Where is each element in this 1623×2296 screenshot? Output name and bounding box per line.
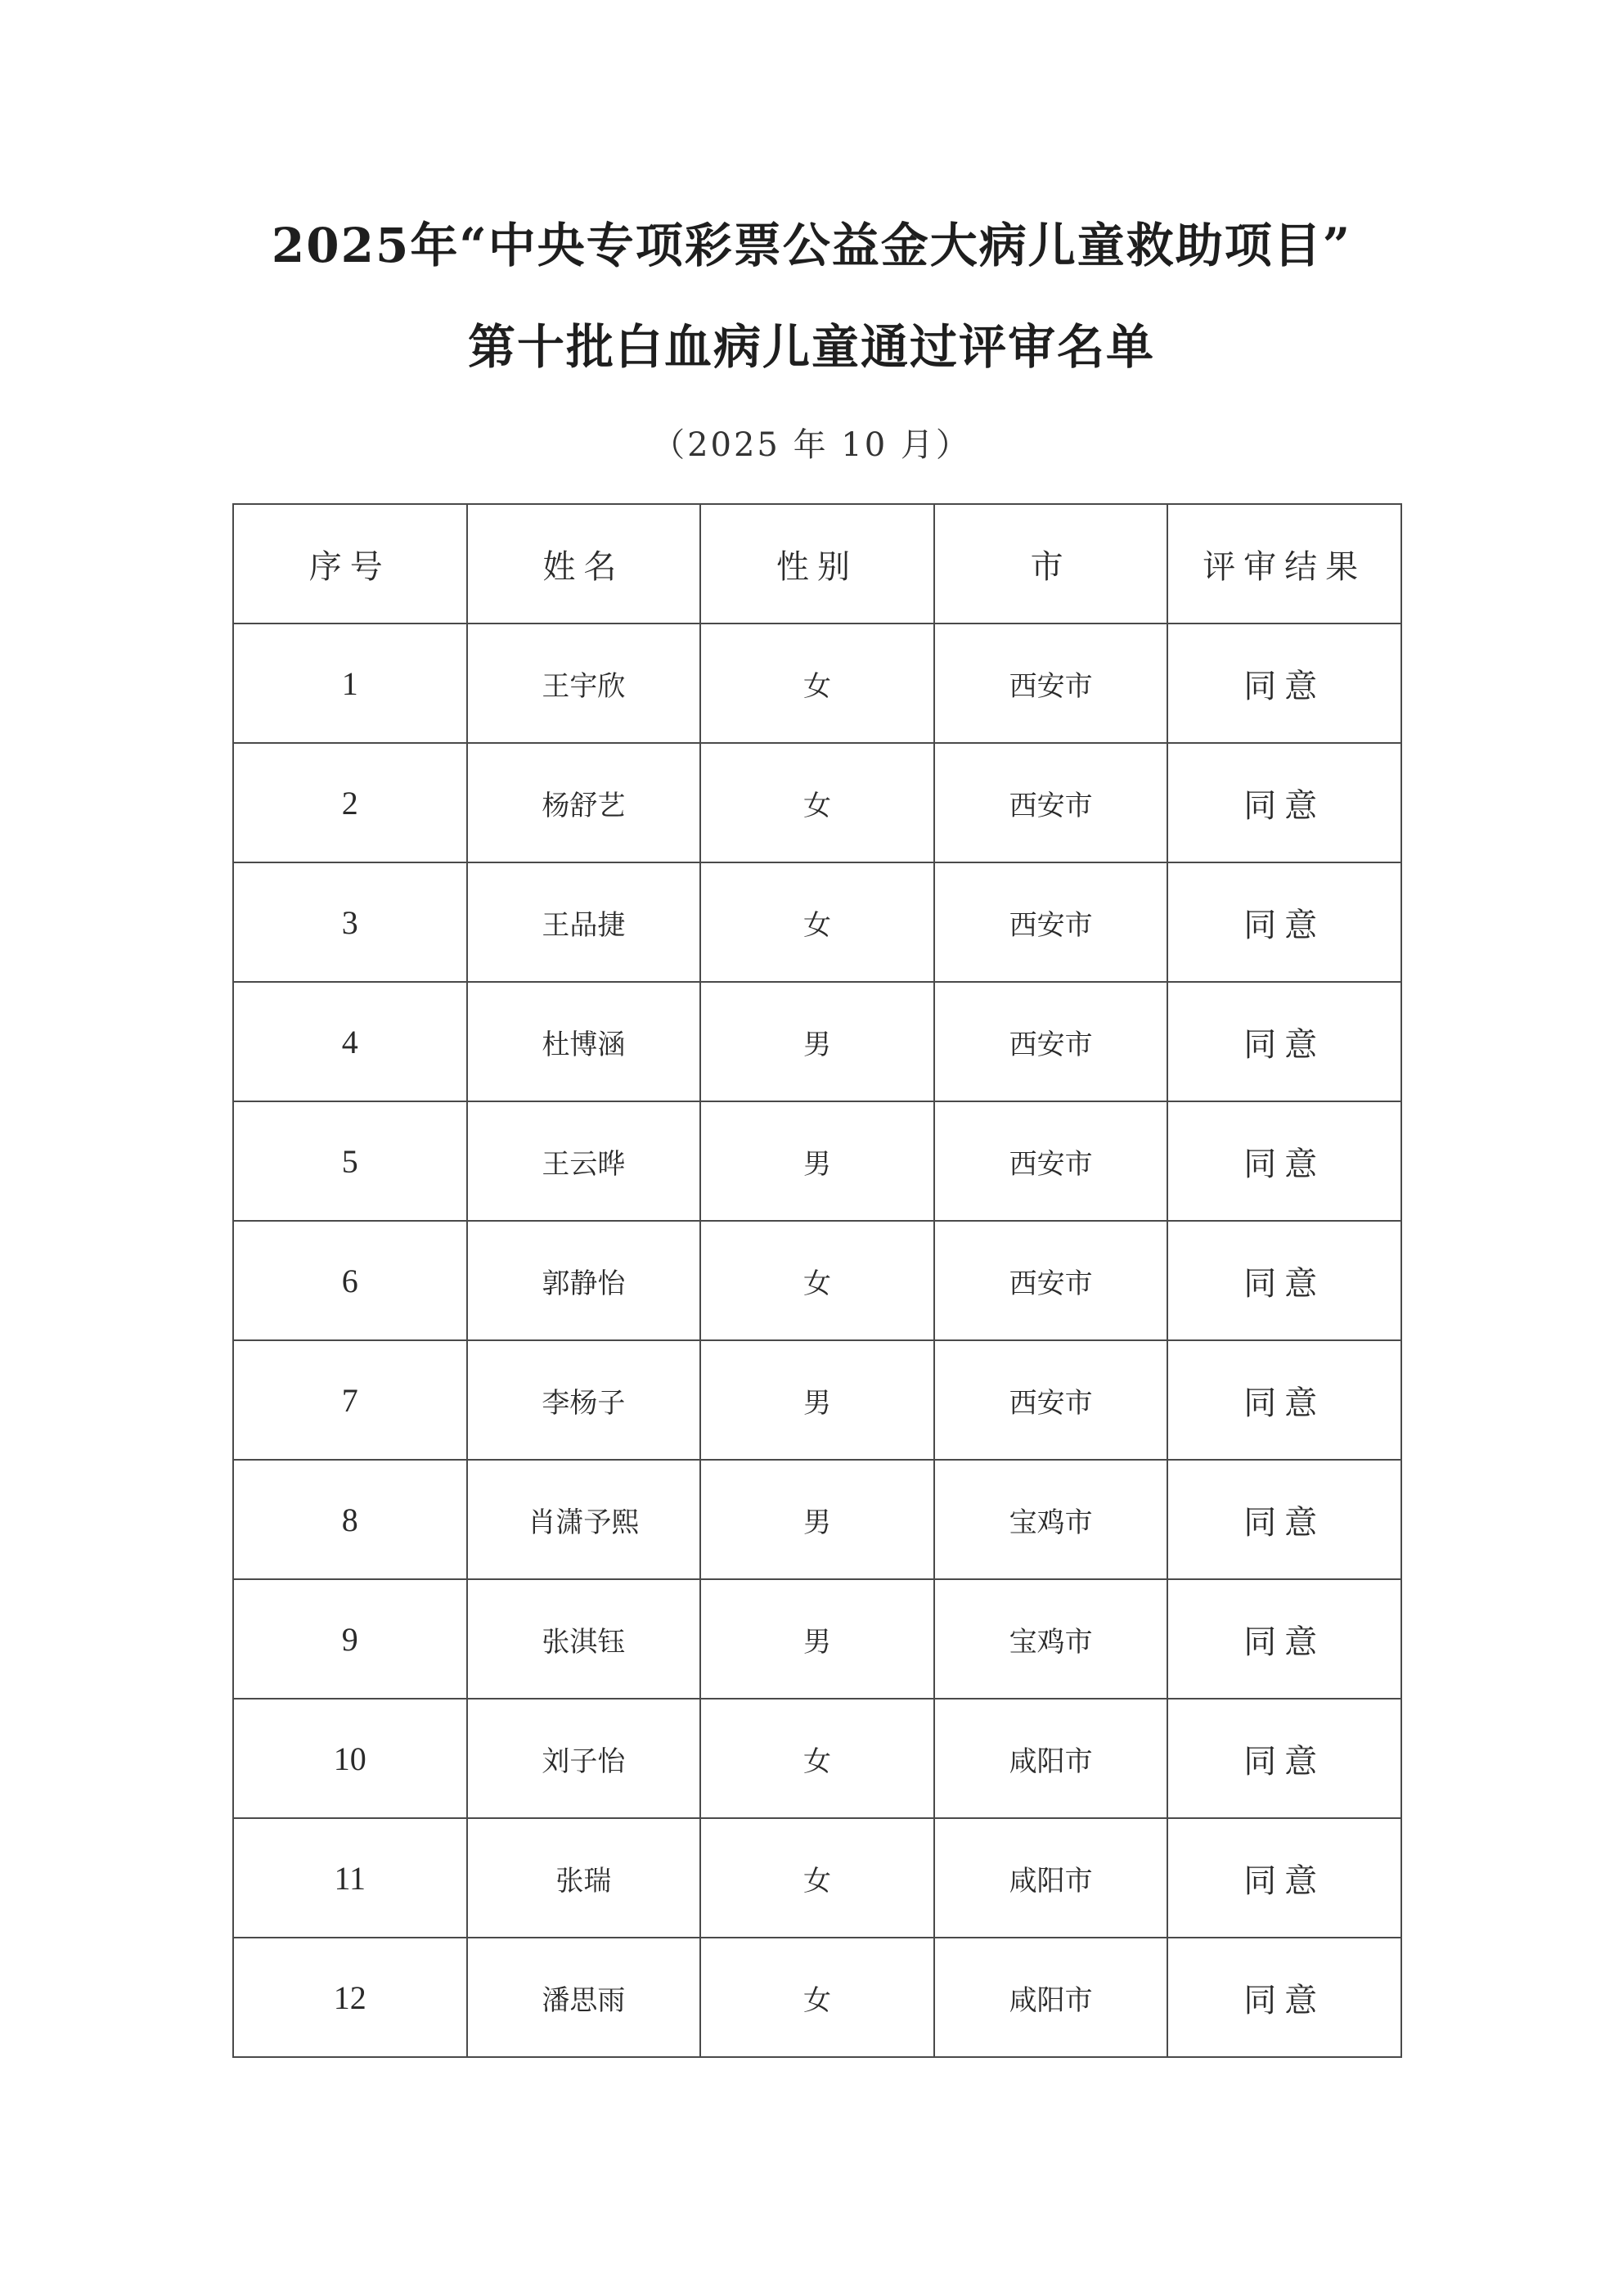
cell-review-result: 同意 <box>1167 1818 1401 1938</box>
table-row <box>233 1579 1401 1699</box>
table-row <box>233 1818 1401 1938</box>
cell-gender: 女 <box>700 1699 934 1818</box>
cell-serial-number: 6 <box>233 1221 467 1340</box>
cell-name: 杨舒艺 <box>467 743 701 862</box>
cell-name: 潘思雨 <box>467 1938 701 2057</box>
cell-city: 宝鸡市 <box>934 1579 1168 1699</box>
cell-name: 肖潇予熙 <box>467 1460 701 1579</box>
cell-review-result: 同意 <box>1167 1579 1401 1699</box>
cell-serial-number: 8 <box>233 1460 467 1579</box>
table-header-row <box>233 504 1401 624</box>
cell-gender: 女 <box>700 1818 934 1938</box>
cell-name: 王宇欣 <box>467 624 701 743</box>
table-body <box>233 624 1401 2057</box>
table-row <box>233 1938 1401 2057</box>
cell-review-result: 同意 <box>1167 1460 1401 1579</box>
cell-name: 郭静怡 <box>467 1221 701 1340</box>
cell-gender: 男 <box>700 1340 934 1460</box>
cell-review-result: 同意 <box>1167 743 1401 862</box>
header-gender: 性别 <box>700 504 934 624</box>
header-name: 姓名 <box>467 504 701 624</box>
cell-review-result: 同意 <box>1167 1101 1401 1221</box>
cell-city: 咸阳市 <box>934 1818 1168 1938</box>
table-row <box>233 1460 1401 1579</box>
cell-review-result: 同意 <box>1167 1699 1401 1818</box>
cell-city: 西安市 <box>934 1221 1168 1340</box>
cell-name: 刘子怡 <box>467 1699 701 1818</box>
cell-name: 杜博涵 <box>467 982 701 1101</box>
document-title-line-1: 2025年“中央专项彩票公益金大病儿童救助项目” <box>271 218 1352 273</box>
cell-serial-number: 3 <box>233 862 467 982</box>
cell-review-result: 同意 <box>1167 982 1401 1101</box>
cell-gender: 男 <box>700 1101 934 1221</box>
cell-gender: 男 <box>700 982 934 1101</box>
document-date: （2025 年 10 月） <box>652 426 971 464</box>
review-result-table <box>232 503 1402 2058</box>
cell-name: 王品捷 <box>467 862 701 982</box>
cell-gender: 男 <box>700 1579 934 1699</box>
cell-serial-number: 12 <box>233 1938 467 2057</box>
table-row <box>233 982 1401 1101</box>
cell-city: 西安市 <box>934 1101 1168 1221</box>
cell-serial-number: 7 <box>233 1340 467 1460</box>
cell-city: 咸阳市 <box>934 1699 1168 1818</box>
cell-serial-number: 11 <box>233 1818 467 1938</box>
cell-serial-number: 10 <box>233 1699 467 1818</box>
cell-gender: 女 <box>700 1221 934 1340</box>
cell-gender: 女 <box>700 862 934 982</box>
table-row <box>233 862 1401 982</box>
cell-review-result: 同意 <box>1167 1221 1401 1340</box>
header-city: 市 <box>934 504 1168 624</box>
cell-name: 张瑞 <box>467 1818 701 1938</box>
table-row <box>233 1340 1401 1460</box>
cell-city: 宝鸡市 <box>934 1460 1168 1579</box>
cell-gender: 女 <box>700 624 934 743</box>
cell-gender: 女 <box>700 743 934 862</box>
header-serial-number: 序号 <box>233 504 467 624</box>
table-row <box>233 1101 1401 1221</box>
cell-serial-number: 2 <box>233 743 467 862</box>
table-row <box>233 1221 1401 1340</box>
document-title-line-2: 第十批白血病儿童通过评审名单 <box>467 319 1155 375</box>
cell-gender: 男 <box>700 1460 934 1579</box>
cell-review-result: 同意 <box>1167 862 1401 982</box>
cell-city: 西安市 <box>934 982 1168 1101</box>
cell-city: 咸阳市 <box>934 1938 1168 2057</box>
cell-gender: 女 <box>700 1938 934 2057</box>
cell-serial-number: 4 <box>233 982 467 1101</box>
header-review-result: 评审结果 <box>1167 504 1401 624</box>
cell-serial-number: 1 <box>233 624 467 743</box>
cell-city: 西安市 <box>934 862 1168 982</box>
cell-review-result: 同意 <box>1167 624 1401 743</box>
cell-city: 西安市 <box>934 743 1168 862</box>
cell-review-result: 同意 <box>1167 1340 1401 1460</box>
cell-serial-number: 5 <box>233 1101 467 1221</box>
cell-review-result: 同意 <box>1167 1938 1401 2057</box>
table-row <box>233 624 1401 743</box>
table-row <box>233 1699 1401 1818</box>
table-row <box>233 743 1401 862</box>
cell-name: 王云晔 <box>467 1101 701 1221</box>
cell-city: 西安市 <box>934 624 1168 743</box>
cell-name: 张淇钰 <box>467 1579 701 1699</box>
cell-serial-number: 9 <box>233 1579 467 1699</box>
cell-city: 西安市 <box>934 1340 1168 1460</box>
cell-name: 李杨子 <box>467 1340 701 1460</box>
